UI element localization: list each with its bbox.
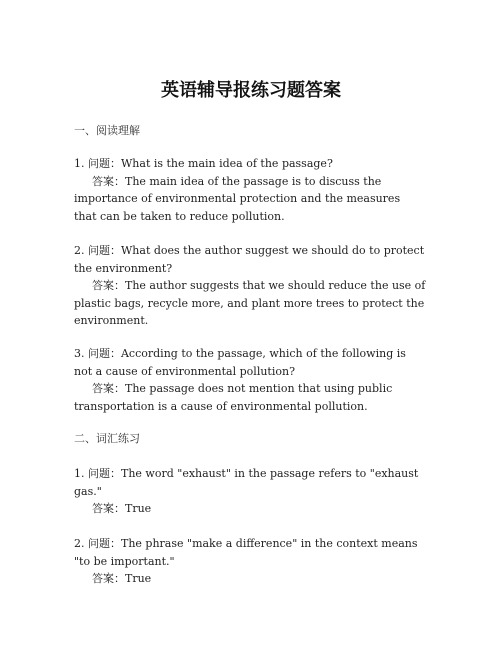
answer-text: 答案：The main idea of the passage is to discuss the importance of environmental protection and the measures that can be taken to reduce pollution.	[74, 174, 401, 223]
answer-text: 答案：True	[92, 572, 152, 586]
section-heading-vocabulary: 二、词汇练习	[74, 432, 140, 445]
question-block	[74, 242, 426, 330]
question-text: 2. 问题：What does the author suggest we should do to protect the environment?	[74, 244, 425, 275]
question-block	[74, 155, 426, 225]
question-text: 1. 问题：The word "exhaust" in the passage refers to "exhaust gas."	[74, 467, 419, 498]
question-block	[74, 345, 426, 415]
page-title: 英语辅导报练习题答案	[161, 80, 341, 101]
question-block	[74, 465, 426, 518]
question-text: 1. 问题：What is the main idea of the passage?	[74, 157, 333, 170]
answer-text: 答案：The passage does not mention that using public transportation is a cause of environmental pollution.	[74, 382, 393, 413]
section-heading-reading: 一、阅读理解	[74, 124, 140, 137]
question-block	[74, 535, 426, 588]
answer-text: 答案：The author suggests that we should reduce the use of plastic bags, recycle more, and plant more trees to protect the environment.	[74, 279, 426, 328]
answer-text: 答案：True	[92, 502, 152, 516]
question-text: 3. 问题：According to the passage, which of the following is not a cause of environmental pollution?	[74, 347, 406, 378]
question-text: 2. 问题：The phrase "make a difference" in the context means "to be important."	[74, 537, 418, 568]
